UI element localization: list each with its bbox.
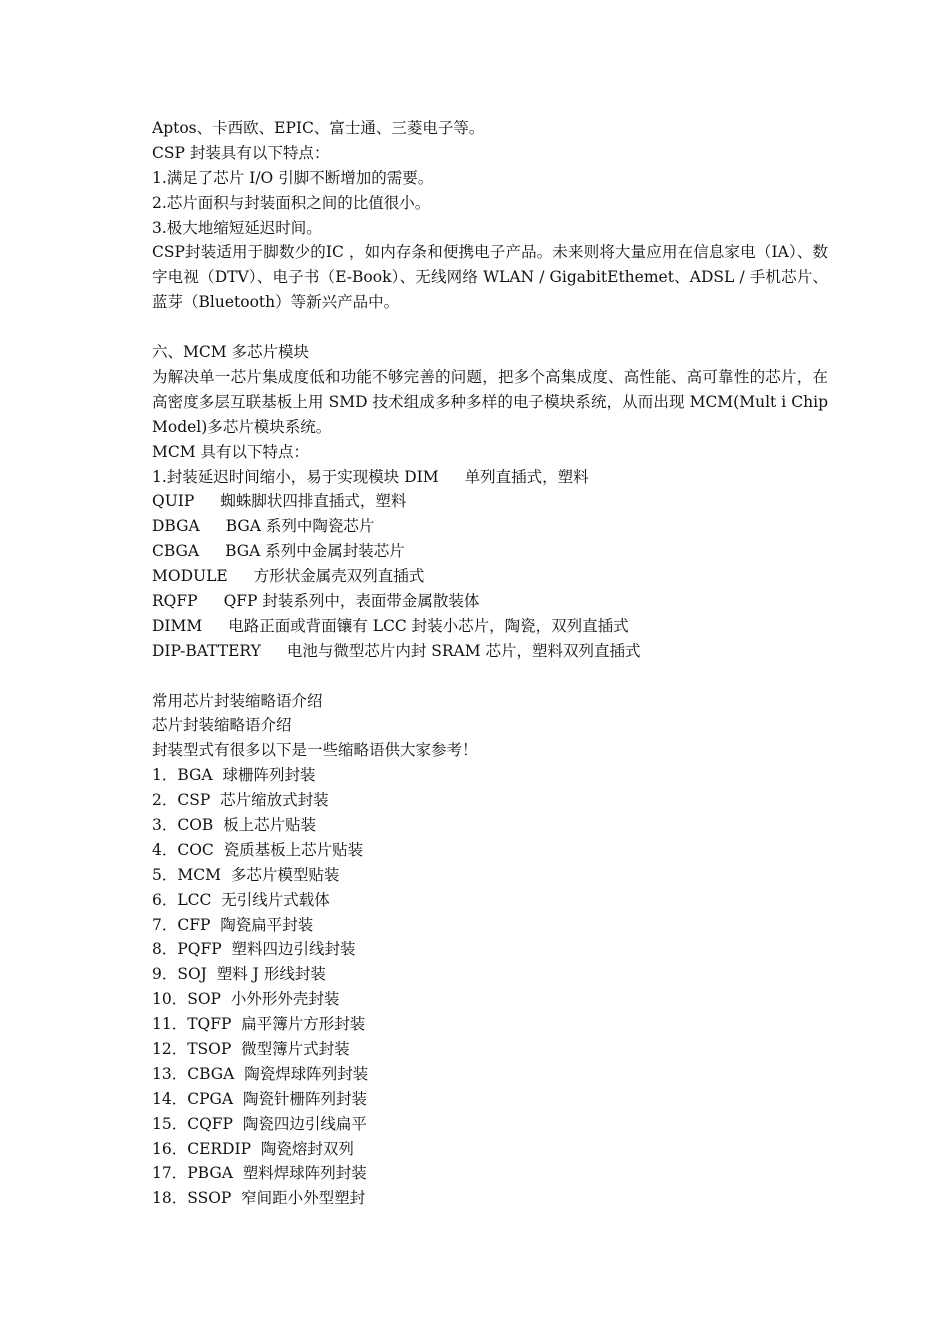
document-page <box>152 116 832 1211</box>
abbrev-item: 5．MCM 多芯片模型贴装 <box>152 865 340 884</box>
csp-feature-2: 2.芯片面积与封装面积之间的比值很小。 <box>152 193 431 212</box>
package-row <box>152 564 832 589</box>
abbrev-heading: 常用芯片封装缩略语介绍 <box>152 691 323 710</box>
abbrev-item: 17．PBGA 塑料焊球阵列封装 <box>152 1164 367 1183</box>
package-row <box>152 589 832 614</box>
mcm-feature-1 <box>152 465 832 490</box>
mcm-feature-1-extra: 单列直插式，塑料 <box>464 467 589 486</box>
package-desc: BGA 系列中金属封装芯片 <box>225 542 405 561</box>
package-desc: BGA 系列中陶瓷芯片 <box>225 517 375 536</box>
package-code: RQFP <box>152 591 198 610</box>
abbrev-item: 13．CBGA 陶瓷焊球阵列封装 <box>152 1064 369 1083</box>
spacer <box>152 315 832 340</box>
mcm-feature-1-text: 1.封装延迟时间缩小，易于实现模块 DIM <box>152 467 439 486</box>
mcm-paragraph: 为解决单一芯片集成度低和功能不够完善的问题，把多个高集成度、高性能、高可靠性的芯片，在高密度多层互联基板上用 SMD 技术组成多种多样的电子模块系统，从而出现 MCM(Mult i Chip Model)多芯片模块系统。 <box>152 367 828 436</box>
package-row <box>152 539 832 564</box>
package-desc: QFP 封装系列中，表面带金属散装体 <box>223 591 480 610</box>
abbrev-item: 3．COB 板上芯片贴装 <box>152 815 317 834</box>
package-row <box>152 489 832 514</box>
abbrev-item: 6．LCC 无引线片式载体 <box>152 890 330 909</box>
abbrev-item: 12．TSOP 微型簿片式封装 <box>152 1039 350 1058</box>
package-code: DIP-BATTERY <box>152 641 261 660</box>
abbrev-intro: 封装型式有很多以下是一些缩略语供大家参考！ <box>152 741 478 760</box>
package-row <box>152 639 832 664</box>
package-desc: 蜘蛛脚状四排直插式，塑料 <box>220 492 407 511</box>
mcm-features-heading: MCM 具有以下特点： <box>152 442 310 461</box>
package-code: CBGA <box>152 542 200 561</box>
abbrev-item: 10．SOP 小外形外壳封装 <box>152 990 340 1009</box>
abbrev-item: 8．PQFP 塑料四边引线封装 <box>152 940 356 959</box>
abbrev-item: 14．CPGA 陶瓷针栅阵列封装 <box>152 1089 367 1108</box>
package-code: QUIP <box>152 492 195 511</box>
csp-features-heading: CSP 封装具有以下特点： <box>152 143 330 162</box>
package-row <box>152 614 832 639</box>
abbrev-item: 16．CERDIP 陶瓷熔封双列 <box>152 1139 354 1158</box>
abbrev-item: 4．COC 瓷质基板上芯片贴装 <box>152 840 364 859</box>
csp-intro-tail: Aptos、卡西欧、EPIC、富士通、三菱电子等。 <box>152 119 485 137</box>
abbrev-subheading: 芯片封装缩略语介绍 <box>152 716 292 735</box>
package-desc: 电路正面或背面镶有 LCC 封装小芯片，陶瓷，双列直插式 <box>228 616 629 635</box>
mcm-heading: 六、MCM 多芯片模块 <box>152 343 310 362</box>
csp-feature-3: 3.极大地缩短延迟时间。 <box>152 218 322 237</box>
abbrev-item: 1．BGA 球栅阵列封装 <box>152 766 316 785</box>
abbrev-item: 11．TQFP 扁平簿片方形封装 <box>152 1015 366 1034</box>
abbrev-item: 15．CQFP 陶瓷四边引线扁平 <box>152 1114 367 1133</box>
package-desc: 方形状金属壳双列直插式 <box>253 567 425 586</box>
spacer <box>152 664 832 689</box>
package-row <box>152 514 832 539</box>
abbrev-item: 18．SSOP 窄间距小外型塑封 <box>152 1189 366 1208</box>
package-desc: 电池与微型芯片内封 SRAM 芯片，塑料双列直插式 <box>286 641 641 660</box>
abbrev-item: 7．CFP 陶瓷扁平封装 <box>152 915 314 934</box>
package-code: DBGA <box>152 517 200 536</box>
abbrev-item: 9．SOJ 塑料 J 形线封装 <box>152 965 326 984</box>
csp-feature-1: 1.满足了芯片 I/O 引脚不断增加的需要。 <box>152 168 434 187</box>
abbrev-item: 2．CSP 芯片缩放式封装 <box>152 791 329 810</box>
package-code: MODULE <box>152 567 228 586</box>
csp-application-paragraph: CSP封装适用于脚数少的IC ，如内存条和便携电子产品。未来则将大量应用在信息家电（IA）、数字电视（DTV）、电子书（E-Book）、无线网络 WLAN / GigabitEthemet、ADSL / 手机芯片、蓝芽（Bluetooth）等新兴产品中。 <box>152 243 828 312</box>
package-code: DIMM <box>152 616 203 635</box>
